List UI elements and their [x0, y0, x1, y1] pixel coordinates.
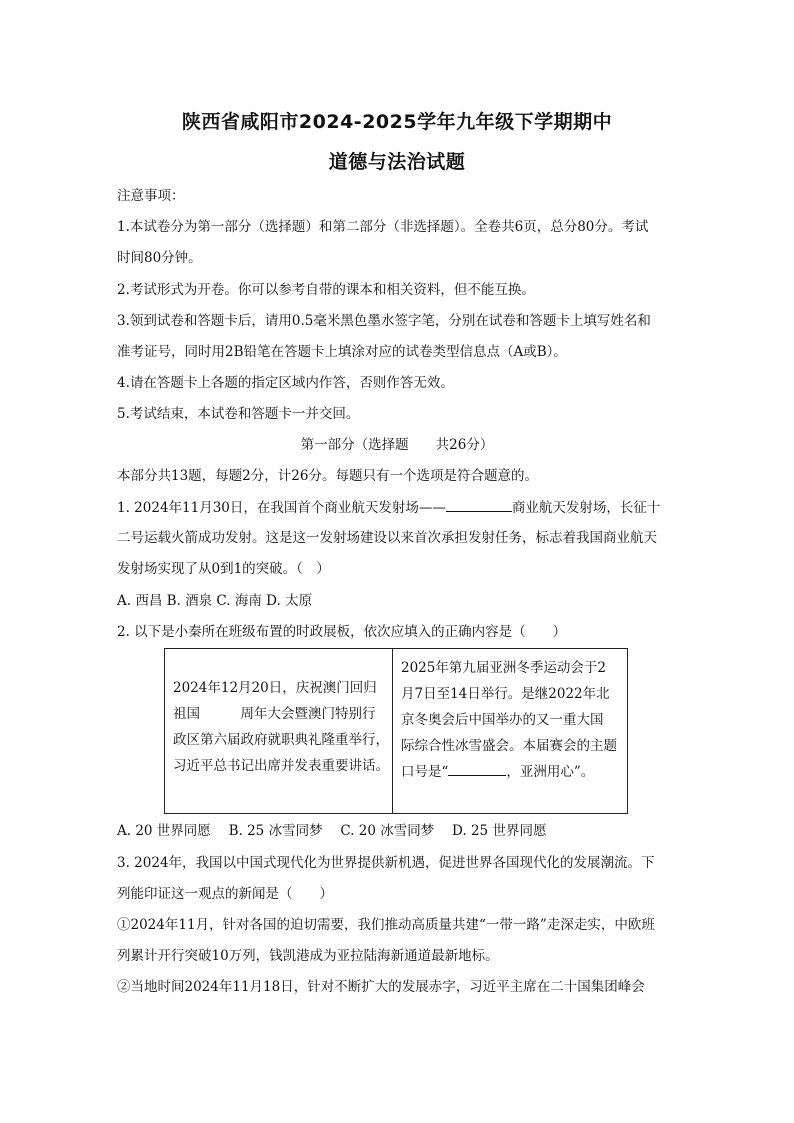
q1-text-a: 1. 2024年11月30日，在我国首个商业航天发射场—— — [117, 500, 446, 516]
question-1-line — [117, 497, 677, 518]
notice-line: 4.请在答题卡上各题的指定区域内作答，否则作答无效。 — [117, 375, 454, 391]
notice-line: 1.本试卷分为第一部分（选择题）和第二部分（非选择题）。全卷共6页，总分80分。考试 — [117, 219, 649, 235]
left-cell-line: 政区第六届政府就职典礼隆重举行， — [173, 732, 389, 748]
section-intro: 本部分共13题，每题2分，计26分。每题只有一个选项是符合题意的。 — [117, 468, 538, 484]
right-cell-line: 京冬奥会后中国举办的又一重大国 — [401, 712, 604, 728]
news-board-right-cell — [393, 649, 627, 813]
right-cell-line: 际综合性冰雪盛会。本届赛会的主题 — [401, 738, 617, 754]
question-2-stem: 2. 以下是小秦所在班级布置的时政展板，依次应填入的正确内容是（ ） — [117, 624, 567, 640]
exam-title: 陕西省咸阳市2024-2025学年九年级下学期期中 — [181, 111, 613, 133]
question-1-line: 二号运载火箭成功发射。这是这一发射场建设以来首次承担发射任务，标志着我国商业航天 — [117, 530, 657, 546]
slogan-answer-blank — [448, 761, 506, 776]
question-3-item: 列累计开行突破10万列，钱凯港成为亚拉陆海新通道最新地标。 — [117, 948, 499, 964]
left-cell-line: 祖国 周年大会暨澳门特别行 — [173, 706, 376, 722]
exam-subtitle: 道德与法治试题 — [328, 151, 466, 173]
question-2-options: A. 20 世界同愿 B. 25 冰雪同梦 C. 20 冰雪同梦 D. 25 世界同愿 — [117, 823, 547, 839]
left-cell-line: 2024年12月20日，庆祝澳门回归 — [173, 680, 377, 696]
question-1-options: A. 西昌 B. 酒泉 C. 海南 D. 太原 — [117, 593, 313, 609]
question-3-line: 3. 2024年，我国以中国式现代化为世界提供新机遇，促进世界各国现代化的发展潮流。下 — [117, 855, 655, 871]
right-cell-line: 2025年第九届亚洲冬季运动会于2 — [401, 660, 606, 676]
question-3-item: ②当地时间2024年11月18日，针对不断扩大的发展赤字，习近平主席在二十国集团峰会 — [117, 979, 645, 995]
question-3-item: ①2024年11月，针对各国的迫切需要，我们推动高质量共建“一带一路”走深走实，中欧班 — [117, 917, 655, 933]
left-cell-line: 习近平总书记出席并发表重要讲话。 — [173, 758, 389, 774]
question-3-line: 列能印证这一观点的新闻是（ ） — [117, 886, 333, 902]
notice-heading: 注意事项： — [117, 188, 185, 204]
notice-line: 5.考试结束，本试卷和答题卡一并交回。 — [117, 406, 360, 422]
slogan-text-a: 口号是“ — [401, 764, 449, 780]
news-board-table — [164, 648, 628, 814]
notice-line: 准考证号，同时用2B铅笔在答题卡上填涂对应的试卷类型信息点（A或B）。 — [117, 344, 567, 360]
section-heading: 第一部分（选择题 共26分） — [300, 437, 494, 453]
news-board-left-cell — [165, 649, 393, 813]
q1-text-b: 商业航天发射场，长征十 — [511, 500, 661, 516]
q1-answer-blank — [446, 497, 512, 512]
right-cell-line: 月7日至14日举行。是继2022年北 — [401, 686, 610, 702]
notice-line: 时间80分钟。 — [117, 250, 202, 266]
slogan-text-b: ，亚洲用心”。 — [506, 764, 595, 780]
notice-line: 3.领到试卷和答题卡后，请用0.5毫米黑色墨水签字笔，分别在试卷和答题卡上填写姓名和 — [117, 313, 651, 329]
question-1-line: 发射场实现了从0到1的突破。（ ） — [117, 561, 330, 577]
right-cell-line — [401, 759, 619, 785]
notice-line: 2.考试形式为开卷。你可以参考自带的课本和相关资料，但不能互换。 — [117, 282, 535, 298]
